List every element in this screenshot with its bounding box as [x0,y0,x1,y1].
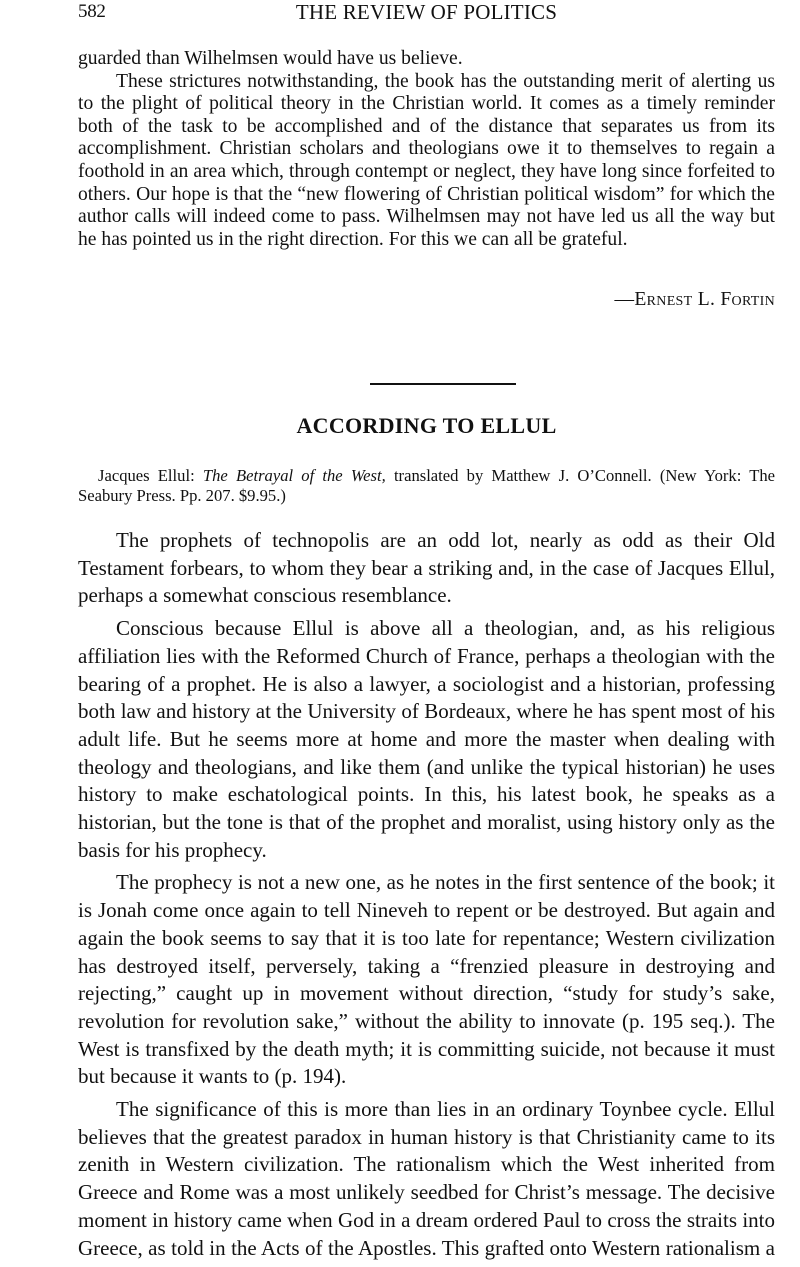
journal-title: THE REVIEW OF POLITICS [295,0,558,24]
paragraph: The significance of this is more than lies in an ordinary Toynbee cycle. Ellul believes that the greatest paradox in human history is that Christianity came to its zenith in Western civilization. The rationalism which the West inherited from Greece and Rome was a most unlikely seedbed for Christ’s message. The decisive moment in history came when God in a dream ordered Paul to cross the straits into Greece, as told in the Acts of the Apostles. This grafted onto Western rationalism a [78,1097,775,1260]
section-divider [370,383,516,385]
previous-review-ending [78,48,775,251]
paragraph: These strictures notwithstanding, the book has the outstanding merit of alerting us to the plight of political theory in the Christian world. It comes as a timely reminder both of the task to be accomplished and of the distance that separates us from its accomplishment. Christian scholars and theologians owe it to themselves to regain a foothold in an area which, through contempt or neglect, they have long since forfeited to others. Our hope is that the “new flowering of Christian political wisdom” for which the author calls will indeed come to pass. Wilhelmsen may not have led us all the way but he has pointed us in the right direction. For this we can all be grateful. [78,70,775,250]
citation-author: Jacques Ellul: [98,466,203,485]
book-citation [78,466,775,506]
paragraph: The prophets of technopolis are an odd lot, nearly as odd as their Old Testament forbears, to whom they bear a striking and, in the case of Jacques Ellul, perhaps a somewhat conscious resemblance. [78,528,775,608]
paragraph: The prophecy is not a new one, as he notes in the first sentence of the book; it is Jonah come once again to tell Nineveh to repent or be destroyed. But again and again the book seems to say that it is too late for repentance; Western civilization has destroyed itself, perversely, taking a “frenzied pleasure in destroying and rejecting,” caught up in movement without direction, “study for study’s sake, revolution for revolution sake,” without the ability to innovate (p. 195 seq.). The West is transfixed by the death myth; it is committing suicide, not because it must but because it wants to (p. 194). [78,870,775,1089]
article-body [78,527,775,1267]
running-head [78,0,775,26]
citation-book-title: The Betrayal of the West, [202,466,386,485]
paragraph: guarded than Wilhelmsen would have us believe. [78,48,463,69]
reviewer-signature: —Ernest L. Fortin [614,289,775,310]
page-number: 582 [78,1,106,22]
article-title: ACCORDING TO ELLUL [296,413,557,438]
citation-details: translated by Matthew J. O’Connell. (New York: The Seabury Press. Pp. 207. $9.95.) [78,466,775,505]
paragraph: Conscious because Ellul is above all a theologian, and, as his religious affiliation lies with the Reformed Church of France, perhaps a theologian with the bearing of a prophet. He is also a lawyer, a sociologist and a historian, professing both law and history at the University of Bordeaux, where he has spent most of his adult life. But he seems more at home and more the master when dealing with theology and theologians, and like them (and unlike the typical historian) he uses history to make eschatological points. In this, his latest book, he speaks as a historian, but the tone is that of the prophet and moralist, using history only as the basis for his prophecy. [78,616,775,862]
